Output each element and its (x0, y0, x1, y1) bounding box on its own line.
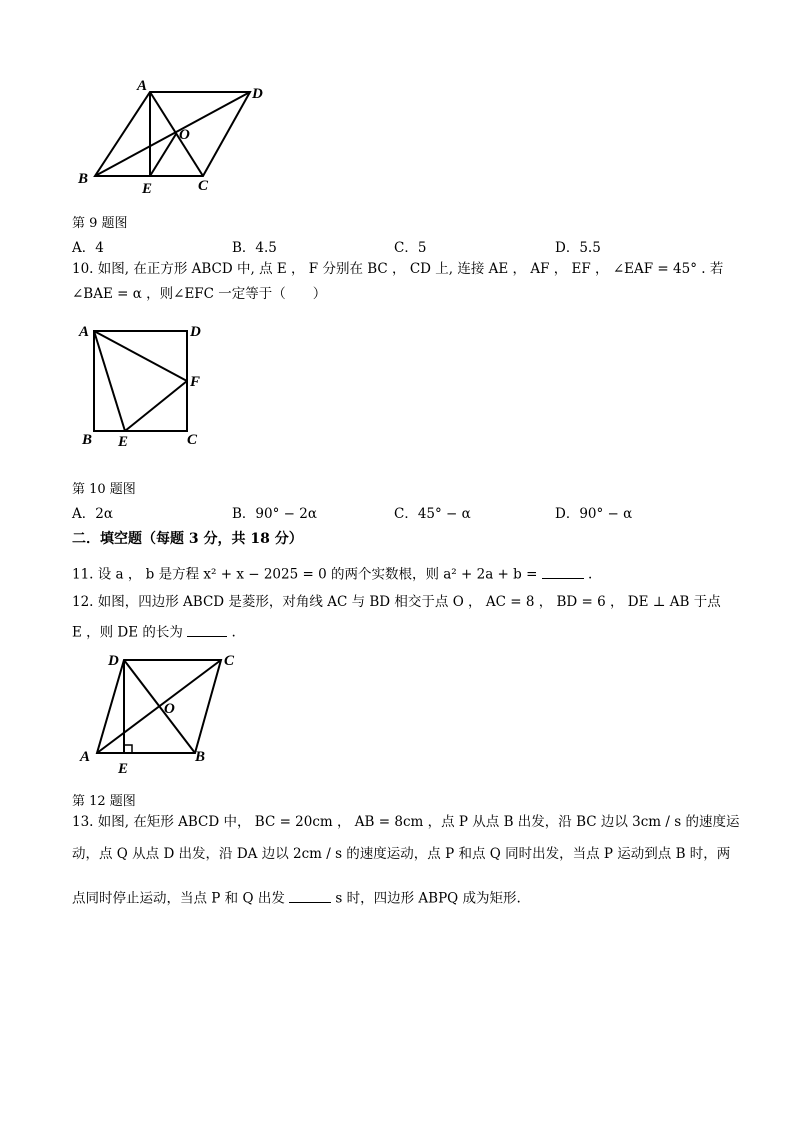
q9-label-b: B (78, 171, 89, 187)
q10-option-d: D．90° − α (555, 506, 633, 522)
q10-label-d: D (190, 324, 201, 340)
q12-label-a: A (80, 749, 91, 765)
q13-text-after: s 时，四边形 ABPQ 成为矩形. (335, 890, 521, 907)
q12-answer-blank[interactable] (187, 622, 227, 637)
q9-diagonal-ac (150, 92, 203, 176)
q9-option-d: D．5.5 (555, 240, 601, 256)
q9-segment-oe (150, 134, 176, 176)
q13-stem-line2: 动，点 Q 从点 D 出发，沿 DA 边以 2cm / s 的速度运动，点 P 和点 Q 同时出发，当点 P 运动到点 B 时，两 (72, 846, 731, 862)
q11-text-before: 11. 设 a ， b 是方程 x² + x − 2025 = 0 的两个实数根，则 a² + 2a + b = (72, 566, 538, 583)
q12-diagonal-bd (124, 660, 195, 753)
q10-option-a: A．2α (72, 506, 113, 522)
q10-option-c: C．45° − α (394, 506, 471, 522)
q9-option-a: A．4 (72, 240, 104, 256)
q10-segment-ef (125, 381, 187, 431)
q12-label-e: E (118, 761, 129, 777)
q9-label-c: C (198, 178, 209, 194)
q9-label-o: O (179, 127, 190, 143)
q9-option-c: C．5 (394, 240, 427, 256)
q12-right-angle-mark (124, 745, 132, 753)
q12-text-before: E ，则 DE 的长为 (72, 624, 183, 641)
q13-stem-line3 (72, 888, 521, 906)
q13-text-before: 点同时停止运动，当点 P 和 Q 出发 (72, 890, 285, 907)
q10-label-c: C (187, 432, 198, 448)
q10-label-a: A (79, 324, 90, 340)
q10-label-e: E (118, 434, 129, 450)
q13-answer-blank[interactable] (289, 888, 331, 903)
q13-stem-line1: 13. 如图, 在矩形 ABCD 中， BC = 20cm ， AB = 8cm ，点 P 从点 B 出发，沿 BC 边以 3cm / s 的速度运 (72, 814, 740, 830)
q12-text-after: . (231, 624, 236, 641)
q10-caption: 第 10 题图 (72, 482, 136, 497)
q10-stem-line2: ∠BAE = α ，则∠EFC 一定等于（ ） (72, 286, 327, 302)
q10-square (94, 331, 187, 431)
section-title: 二．填空题（每题 3 分，共 18 分） (72, 531, 303, 547)
q12-label-o: O (164, 701, 175, 717)
q10-segment-ae (94, 331, 125, 431)
q12-diagonal-ac (97, 660, 221, 753)
q9-label-d: D (252, 86, 263, 102)
q9-diagonal-bd (95, 92, 250, 176)
q11-answer-blank[interactable] (542, 564, 584, 579)
q9-label-e: E (142, 181, 153, 197)
q10-stem-line1: 10. 如图, 在正方形 ABCD 中, 点 E ， F 分别在 BC ， CD 上, 连接 AE ， AF ， EF ， ∠EAF = 45° . 若 (72, 261, 724, 277)
q12-rhombus (97, 660, 221, 753)
q10-option-b: B．90° − 2α (232, 506, 317, 522)
q9-parallelogram (95, 92, 250, 176)
q9-option-b: B．4.5 (232, 240, 277, 256)
q12-stem-line2 (72, 622, 236, 640)
q10-label-f: F (190, 374, 201, 390)
q12-label-c: C (224, 653, 235, 669)
q10-segment-af (94, 331, 187, 381)
q12-label-b: B (195, 749, 206, 765)
q12-stem-line1: 12. 如图，四边形 ABCD 是菱形，对角线 AC 与 BD 相交于点 O ， AC = 8 ， BD = 6 ， DE ⊥ AB 于点 (72, 594, 721, 610)
q9-label-a: A (137, 78, 148, 94)
q10-label-b: B (82, 432, 93, 448)
q11-text-after: . (587, 566, 593, 583)
q12-caption: 第 12 题图 (72, 794, 136, 809)
q12-label-d: D (108, 653, 119, 669)
q11-stem (72, 564, 592, 582)
q9-caption: 第 9 题图 (72, 216, 128, 231)
